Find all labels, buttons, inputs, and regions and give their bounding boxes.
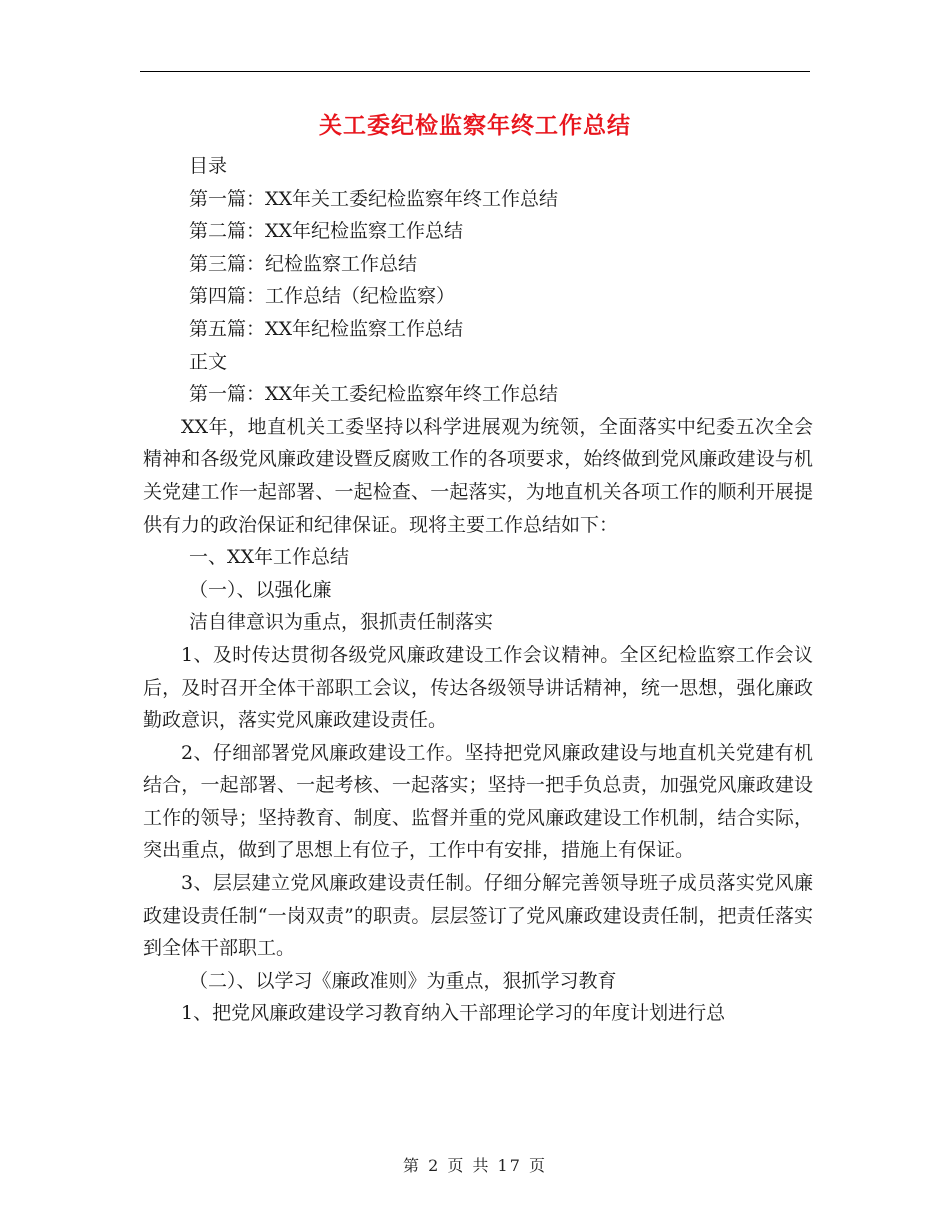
subsection-heading-1b: 洁自律意识为重点，狠抓责任制落实 <box>189 611 494 634</box>
subsection-heading-1a: （一）、以强化廉 <box>189 578 332 601</box>
toc-item-3: 第三篇：纪检监察工作总结 <box>189 252 418 275</box>
document-body <box>143 150 813 1030</box>
toc-item-2: 第二篇：XX年纪检监察工作总结 <box>189 220 464 243</box>
page-footer: 第 2 页 共 17 页 <box>403 1156 547 1175</box>
paragraph-1: 1、及时传达贯彻各级党风廉政建设工作会议精神。全区纪检监察工作会议后，及时召开全体干部职工会议，传达各级领导讲话精神，统一思想，强化廉政勤政意识，落实党风廉政建设责任。 <box>143 643 813 732</box>
first-article-heading: 第一篇：XX年关工委纪检监察年终工作总结 <box>189 383 559 406</box>
section-heading-1: 一、XX年工作总结 <box>189 546 350 569</box>
toc-item-4: 第四篇：工作总结（纪检监察） <box>189 285 456 308</box>
paragraph-3: 3、层层建立党风廉政建设责任制。仔细分解完善领导班子成员落实党风廉政建设责任制“一岗双责”的职责。层层签订了党风廉政建设责任制，把责任落实到全体干部职工。 <box>143 872 813 960</box>
toc-item-1: 第一篇：XX年关工委纪检监察年终工作总结 <box>189 187 559 210</box>
document-title: 关工委纪检监察年终工作总结 <box>319 112 631 139</box>
paragraph-2: 2、仔细部署党风廉政建设工作。坚持把党风廉政建设与地直机关党建有机结合，一起部署、一起考核、一起落实；坚持一把手负总责，加强党风廉政建设工作的领导；坚持教育、制度、监督并重的党风廉政建设工作机制，结合实际，突出重点，做到了思想上有位子，工作中有安排，措施上有保证。 <box>143 741 813 862</box>
toc-heading: 目录 <box>189 155 228 177</box>
intro-paragraph: XX年，地直机关工委坚持以科学进展观为统领，全面落实中纪委五次全会精神和各级党风廉政建设暨反腐败工作的各项要求，始终做到党风廉政建设与机关党建工作一起部署、一起检查、一起落实，为地直机关各项工作的顺利开展提供有力的政治保证和纪律保证。现将主要工作总结如下： <box>143 415 813 536</box>
header-rule <box>140 71 810 72</box>
body-heading: 正文 <box>189 350 228 373</box>
subsection-heading-2: （二）、以学习《廉政准则》为重点，狠抓学习教育 <box>189 969 617 992</box>
paragraph-4: 1、把党风廉政建设学习教育纳入干部理论学习的年度计划进行总 <box>181 1002 726 1025</box>
toc-item-5: 第五篇：XX年纪检监察工作总结 <box>189 317 464 340</box>
